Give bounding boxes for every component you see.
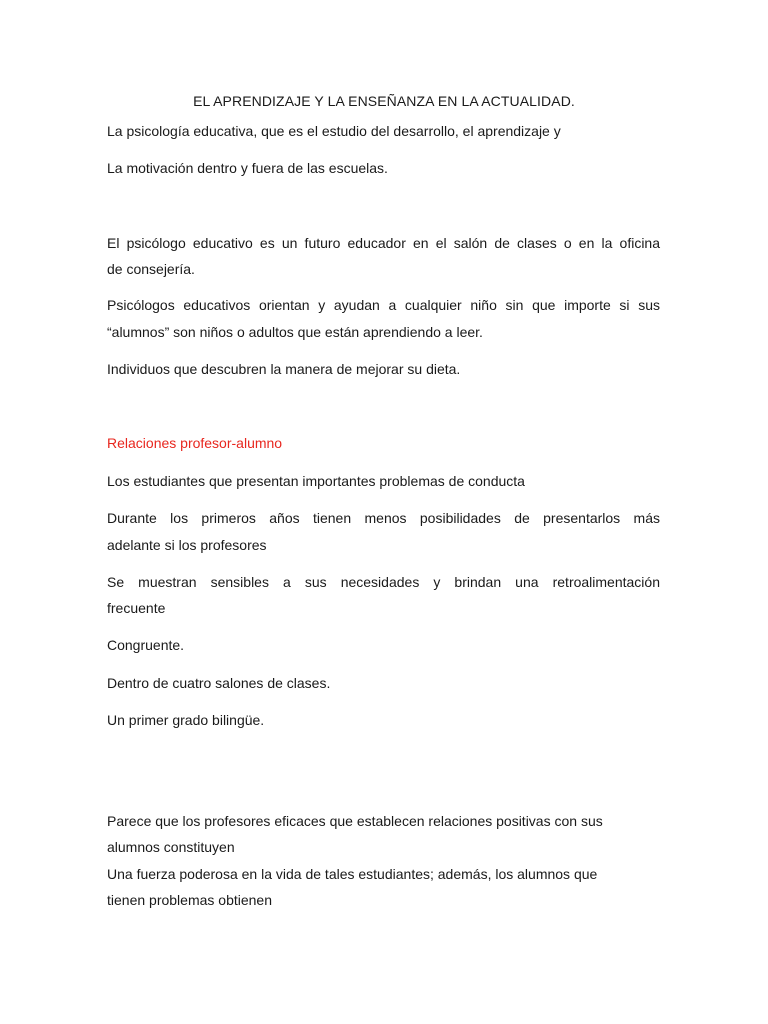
- paragraph-line: Una fuerza poderosa en la vida de tales estudiantes; además, los alumnos que: [107, 866, 598, 882]
- section-heading: Relaciones profesor-alumno: [107, 435, 283, 451]
- paragraph-line: La psicología educativa, que es el estudio del desarrollo, el aprendizaje y: [107, 123, 561, 139]
- paragraph-line: “alumnos” son niños o adultos que están aprendiendo a leer.: [107, 324, 483, 340]
- paragraph-line: adelante si los profesores: [107, 537, 267, 553]
- paragraph-line: Durante los primeros años tienen menos posibilidades de presentarlos más: [107, 510, 660, 526]
- paragraph-line: Un primer grado bilingüe.: [107, 712, 265, 728]
- paragraph-line: tienen problemas obtienen: [107, 892, 273, 908]
- paragraph-line: de consejería.: [107, 261, 195, 277]
- paragraph-line: Dentro de cuatro salones de clases.: [107, 675, 331, 691]
- paragraph-line: Los estudiantes que presentan importantes problemas de conducta: [107, 473, 525, 489]
- paragraph-line: La motivación dentro y fuera de las escuelas.: [107, 160, 388, 176]
- paragraph-line: Parece que los profesores eficaces que establecen relaciones positivas con sus: [107, 813, 603, 829]
- paragraph-line: El psicólogo educativo es un futuro educador en el salón de clases o en la oficina: [107, 235, 660, 251]
- paragraph-line: Congruente.: [107, 637, 185, 653]
- paragraph-line: Individuos que descubren la manera de mejorar su dieta.: [107, 361, 461, 377]
- paragraph-line: alumnos constituyen: [107, 839, 235, 855]
- paragraph-line: Psicólogos educativos orientan y ayudan a cualquier niño sin que importe si sus: [107, 297, 660, 313]
- paragraph-line: frecuente: [107, 600, 166, 616]
- paragraph-line: Se muestran sensibles a sus necesidades y brindan una retroalimentación: [107, 574, 660, 590]
- document-title: EL APRENDIZAJE Y LA ENSEÑANZA EN LA ACTUALIDAD.: [193, 93, 575, 109]
